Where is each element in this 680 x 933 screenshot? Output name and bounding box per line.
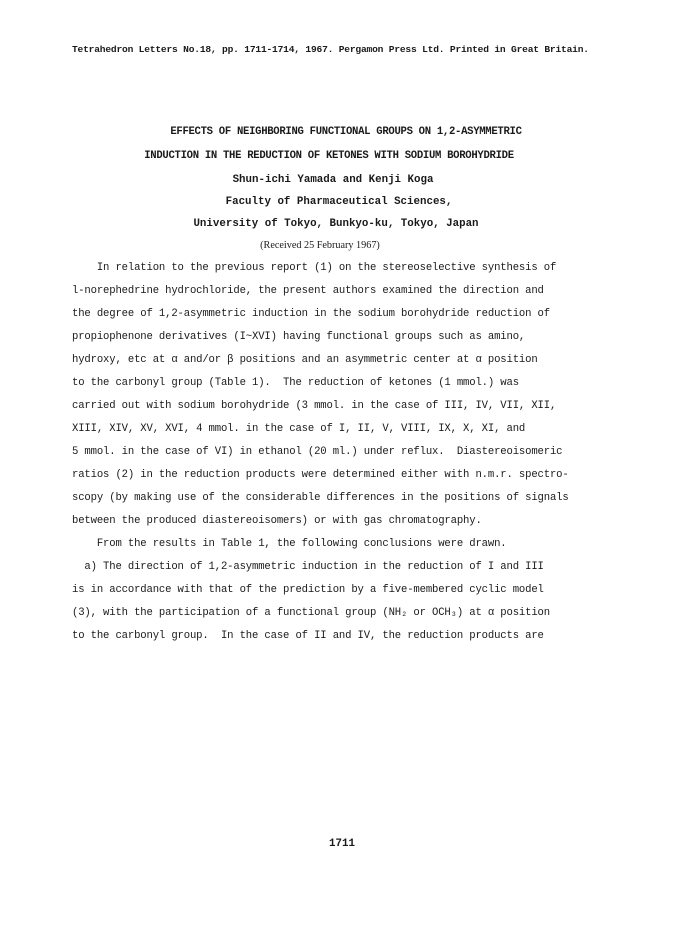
authors: Shun-ichi Yamada and Kenji Koga	[232, 174, 434, 186]
body-line: From the results in Table 1, the following conclusions were drawn.	[72, 538, 507, 550]
article-title-line-1: EFFECTS OF NEIGHBORING FUNCTIONAL GROUPS ON 1,2-ASYMMETRIC	[170, 126, 522, 138]
body-line: carried out with sodium borohydride (3 mmol. in the case of III, IV, VII, XII,	[72, 400, 557, 412]
body-line: In relation to the previous report (1) on the stereoselective synthesis of	[72, 262, 557, 274]
body-line: propiophenone derivatives (I~XVI) having functional groups such as amino,	[72, 331, 526, 343]
page-number: 1711	[329, 838, 355, 850]
body-line: scopy (by making use of the considerable differences in the positions of signals	[72, 492, 569, 504]
body-line: to the carbonyl group (Table 1). The reduction of ketones (1 mmol.) was	[72, 377, 519, 389]
body-line: a) The direction of 1,2-asymmetric induction in the reduction of I and III	[72, 561, 544, 573]
affiliation-line-1: Faculty of Pharmaceutical Sciences,	[225, 196, 453, 208]
body-line: ratios (2) in the reduction products were determined either with n.m.r. spectro-	[72, 469, 569, 481]
body-line: between the produced diastereoisomers) or with gas chromatography.	[72, 515, 482, 527]
affiliation-line-2: University of Tokyo, Bunkyo-ku, Tokyo, Japan	[193, 218, 479, 230]
body-line: is in accordance with that of the prediction by a five-membered cyclic model	[72, 584, 544, 596]
journal-header: Tetrahedron Letters No.18, pp. 1711-1714, 1967. Pergamon Press Ltd. Printed in Great Britain.	[72, 44, 589, 55]
body-line: hydroxy, etc at α and/or β positions and an asymmetric center at α position	[72, 354, 538, 366]
body-line: (3), with the participation of a functional group (NH₂ or OCH₃) at α position	[72, 607, 550, 619]
body-line: the degree of 1,2-asymmetric induction in the sodium borohydride reduction of	[72, 308, 550, 320]
body-line: to the carbonyl group. In the case of II and IV, the reduction products are	[72, 630, 544, 642]
body-line: l-norephedrine hydrochloride, the present authors examined the direction and	[72, 285, 544, 297]
received-date: (Received 25 February 1967)	[260, 240, 380, 251]
article-title-line-2: INDUCTION IN THE REDUCTION OF KETONES WITH SODIUM BOROHYDRIDE	[144, 150, 514, 162]
body-line: XIII, XIV, XV, XVI, 4 mmol. in the case of I, II, V, VIII, IX, X, XI, and	[72, 423, 526, 435]
body-line: 5 mmol. in the case of VI) in ethanol (20 ml.) under reflux. Diastereoisomeric	[72, 446, 563, 458]
